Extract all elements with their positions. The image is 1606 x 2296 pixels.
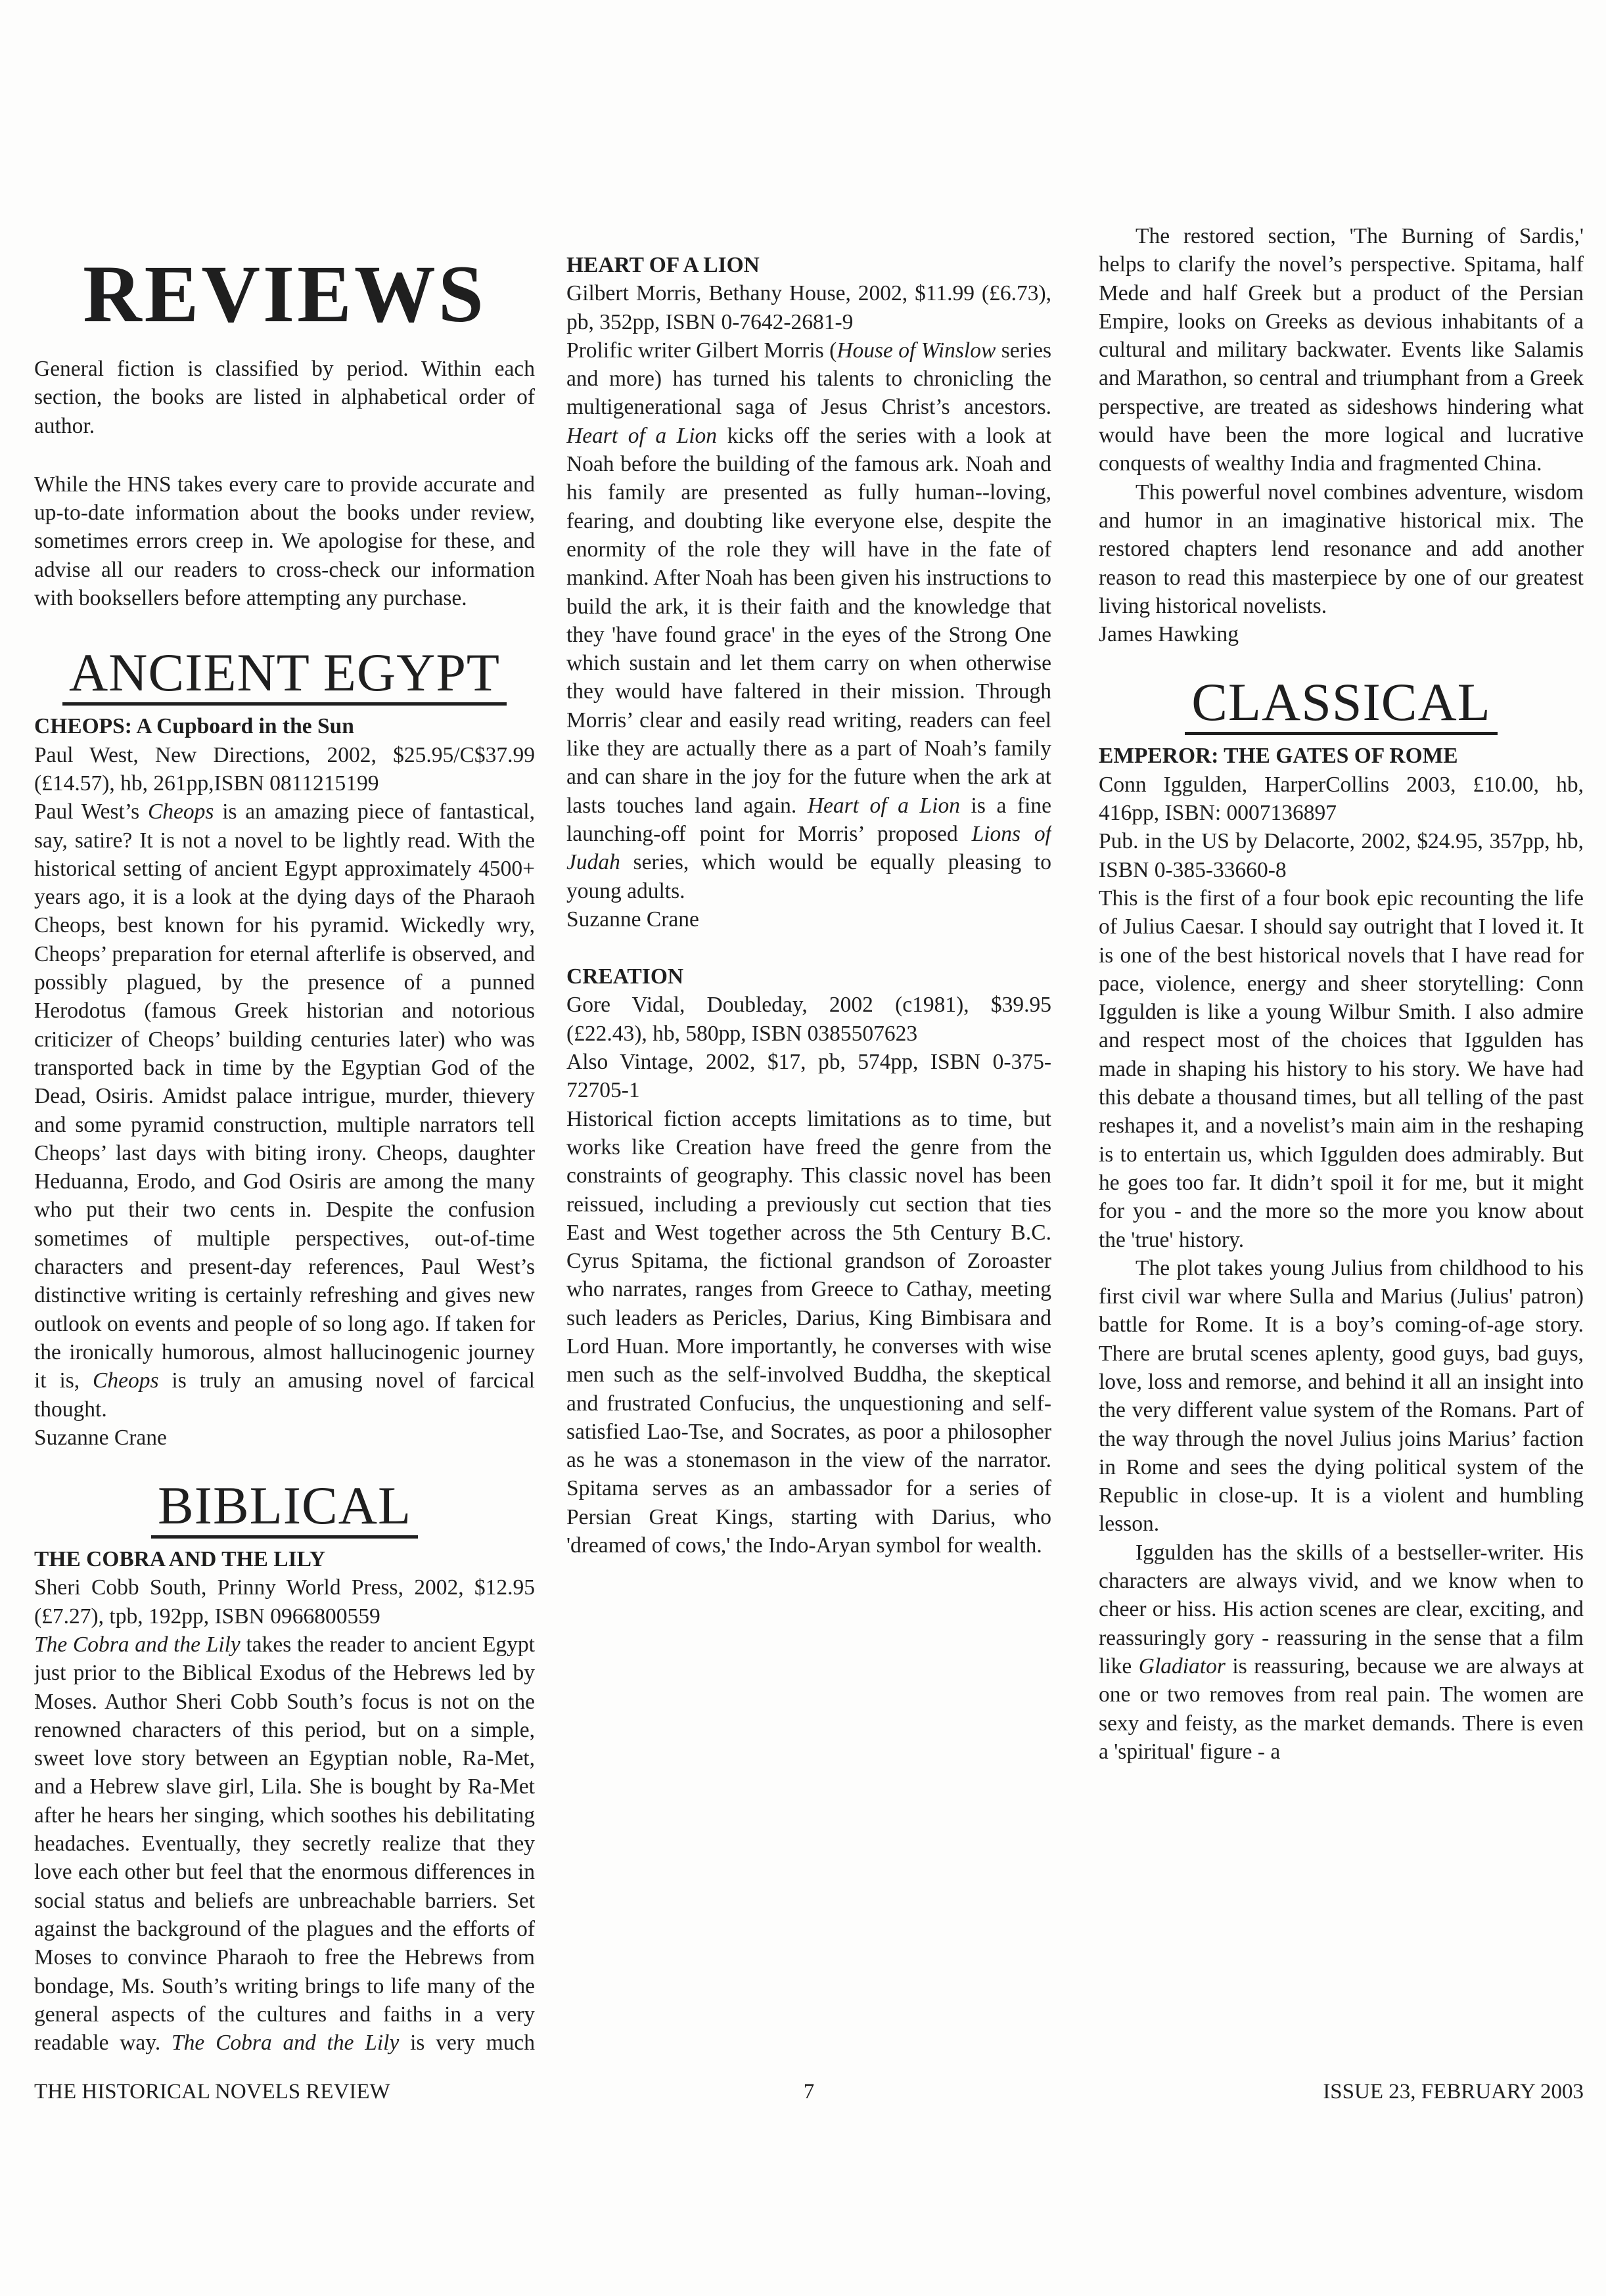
publication-name: THE HISTORICAL NOVELS REVIEW xyxy=(34,2080,390,2104)
reviewer-name: Suzanne Crane xyxy=(566,907,699,932)
issue-label: ISSUE 23, FEBRUARY 2003 xyxy=(1323,2080,1584,2104)
review-text-creation: Historical fiction accepts limitations as to time, but works like Creation have freed the genre from the constraints of geography. This classic novel has been reissued, including a previously cut section that ties East and West together across the 5th Century B.C. Cyrus Spitama, the fictional grandson of Zoroaster who narrates, ranges from Greece to Cathay, meeting such leaders as Pericles, Darius, King Bimbisara and Lord Huan. More importantly, he converses with wise men such as the self-involved Buddha, the skeptical and frustrated Confucius, the unquestioning and self-satisfied Lao-Tse, and Socrates, as poor a philosopher as he was a stonemason in the view of the narrator. Spitama serves as an ambassador for a series of Persian Great Kings, starting with Darius, who 'dreamed of cows,' the Indo-Aryan symbol for wealth. xyxy=(566,1106,1051,1558)
section-heading-ancient-egypt: ANCIENT EGYPT xyxy=(34,642,535,703)
book-title-creation: CREATION xyxy=(566,964,684,989)
column-left xyxy=(34,222,535,2055)
book-details-cheops: Paul West, New Directions, 2002, $25.95/C$37.99 (£14.57), hb, 261pp,ISBN 0811215199 xyxy=(34,742,535,796)
book-title-cheops: CHEOPS: A Cupboard in the Sun xyxy=(34,714,354,739)
book-title-cobra: THE COBRA AND THE LILY xyxy=(34,1547,326,1572)
review-text-cobra: The Cobra and the Lily takes the reader to ancient Egypt just prior to the Biblical Exodus of the Hebrews led by Moses. Author Sheri Cobb South’s focus is not on the renowned characters of this period, but on a simple, sweet love story between an Egyptian noble, Ra-Met, and a Hebrew slave girl, Lila. She is bought by Ra-Met after he hears her singing, which soothes his debilitating headaches. Eventually, they secretly realize that they love each other but feel that the enormous differences in social status and beliefs are unbreachable barriers. Set against the background of the plagues and the efforts of Moses to convince Pharaoh to free the Hebrews from bondage, Ms. South’s writing brings to life many of the general aspects of the cultures and faiths in a very readable way. The Cobra and the Lily is very much xyxy=(34,1632,535,2055)
review-text-emperor-3: Iggulden has the skills of a bestseller-writer. His characters are always vivid, and we know when to cheer or hiss. His action scenes are clear, exciting, and reassuringly gory - reassuring in the sense that a film like Gladiator is reassuring, because we are always at one or two removes from real pain. The women are sexy and feisty, as the market demands. There is even a 'spiritual' figure - a xyxy=(1099,1540,1584,1764)
book-details-creation-alt: Also Vintage, 2002, $17, pb, 574pp, ISBN 0-375-72705-1 xyxy=(566,1050,1051,1103)
intro-paragraph: General fiction is classified by period. Within each section, the books are listed in alphabetical order of author. xyxy=(34,357,535,438)
review-text-emperor-2: The plot takes young Julius from childhood to his first civil war where Sulla and Marius (Julius' patron) battle for Rome. It is a boy’s coming-of-age story. There are brutal scenes aplenty, good guys, bad guys, love, loss and remorse, and behind it all an insight into the very different value system of the Romans. Part of the way through the novel Julius joins Marius’ faction in Rome and sees the dying political system of the Republic in close-up. It is a violent and humbling lesson. xyxy=(1099,1255,1584,1537)
section-heading-biblical: BIBLICAL xyxy=(34,1475,535,1536)
book-title-emperor: EMPEROR: THE GATES OF ROME xyxy=(1099,744,1458,769)
book-details-cobra: Sheri Cobb South, Prinny World Press, 2002, $12.95 (£7.27), tpb, 192pp, ISBN 0966800559 xyxy=(34,1575,535,1629)
section-heading-classical: CLASSICAL xyxy=(1099,672,1584,732)
column-right xyxy=(1099,222,1584,2055)
review-text-creation-3: This powerful novel combines adventure, wisdom and humor in an imaginative historical mix. The restored chapters lend resonance and add another reason to read this masterpiece by one of our greatest living historical novelists. xyxy=(1099,480,1584,618)
book-details-heart-of-a-lion: Gilbert Morris, Bethany House, 2002, $11.99 (£6.73), pb, 352pp, ISBN 0-7642-2681-9 xyxy=(566,281,1051,334)
reviewer-name: James Hawking xyxy=(1099,622,1239,647)
reviewer-name: Suzanne Crane xyxy=(34,1425,167,1450)
column-middle xyxy=(566,222,1051,2055)
page-title: REVIEWS xyxy=(83,249,486,339)
review-text-emperor-1: This is the first of a four book epic recounting the life of Julius Caesar. I should say outright that I loved it. It is one of the best historical novels that I have read for pace, violence, energy and sheer storytelling: Conn Iggulden is like a young Wilbur Smith. I also admire and respect most of the choices that Iggulden has made in shaping his history to his story. We have had this debate a thousand times, but all telling of the past reshapes it, and a novelist’s main aim in the reshaping is to entertain us, which Iggulden does admirably. But he goes too far. It didn’t spoil it for me, but it might for you - and the more so the more you know about the 'true' history. xyxy=(1099,886,1584,1252)
book-title-heart-of-a-lion: HEART OF A LION xyxy=(566,253,760,277)
disclaimer-paragraph: While the HNS takes every care to provide accurate and up-to-date information about the books under review, sometimes errors creep in. We apologise for these, and advise all our readers to cross-check our information with booksellers before attempting any purchase. xyxy=(34,472,535,611)
review-text-cheops: Paul West’s Cheops is an amazing piece of fantastical, say, satire? It is not a novel to be lightly read. With the historical setting of ancient Egypt approximately 4500+ years ago, it is a look at the dying days of the Pharaoh Cheops, best known for his pyramid. Wickedly wry, Cheops’ preparation for eternal afterlife is observed, and possibly plagued, by the presence of a punned Herodotus (famous Greek historian and notorious criticizer of Cheops’ building centuries later) who was transported back in time by the Egyptian God of the Dead, Osiris. Amidst palace intrigue, murder, thievery and some pyramid construction, multiple narrators tell Cheops’ last days with biting irony. Cheops, daughter Heduanna, Erodo, and God Osiris are among the many who put their two cents in. Despite the confusion sometimes of multiple perspectives, out-of-time characters and present-day references, Paul West’s distinctive writing is certainly refreshing and gives new outlook on events and people of so long ago. If taken for the ironically humorous, almost hallucinogenic journey it is, Cheops is truly an amusing novel of farcical thought. xyxy=(34,799,535,1422)
review-text-heart-of-a-lion: Prolific writer Gilbert Morris (House of Winslow series and more) has turned his talents to chronicling the multigenerational saga of Jesus Christ’s ancestors. Heart of a Lion kicks off the series with a look at Noah before the building of the famous ark. Noah and his family are presented as fully human--loving, fearing, and doubting like everyone else, despite the enormity of the role they will have in the fate of mankind. After Noah has been given his instructions to build the ark, it is their faith and the knowledge that they 'have found grace' in the eyes of the Strong One which sustain and let them carry on when otherwise they would have faltered in their mission. Through Morris’ clear and easily read writing, readers can feel like they are actually there as a part of Noah’s family and can share in the joy for the future when the ark at lasts touches land again. Heart of a Lion is a fine launching-off point for Morris’ proposed Lions of Judah series, which would be equally pleasing to young adults. xyxy=(566,338,1051,903)
book-details-creation: Gore Vidal, Doubleday, 2002 (c1981), $39.95 (£22.43), hb, 580pp, ISBN 0385507623 xyxy=(566,993,1051,1046)
book-details-emperor-us: Pub. in the US by Delacorte, 2002, $24.95, 357pp, hb, ISBN 0-385-33660-8 xyxy=(1099,829,1584,882)
page-number: 7 xyxy=(803,2080,815,2104)
book-details-emperor: Conn Iggulden, HarperCollins 2003, £10.00, hb, 416pp, ISBN: 0007136897 xyxy=(1099,772,1584,826)
page-footer xyxy=(34,2076,1584,2109)
review-text-creation-2: The restored section, 'The Burning of Sardis,' helps to clarify the novel’s perspective. Spitama, half Mede and half Greek but a product of the Persian Empire, looks on Greeks as devious inhabitants of a cultural and military backwater. Events like Salamis and Marathon, so central and triumphant from a Greek perspective, are treated as sideshows hindering what would have been the more logical and lucrative conquests of wealthy India and fragmented China. xyxy=(1099,224,1584,476)
